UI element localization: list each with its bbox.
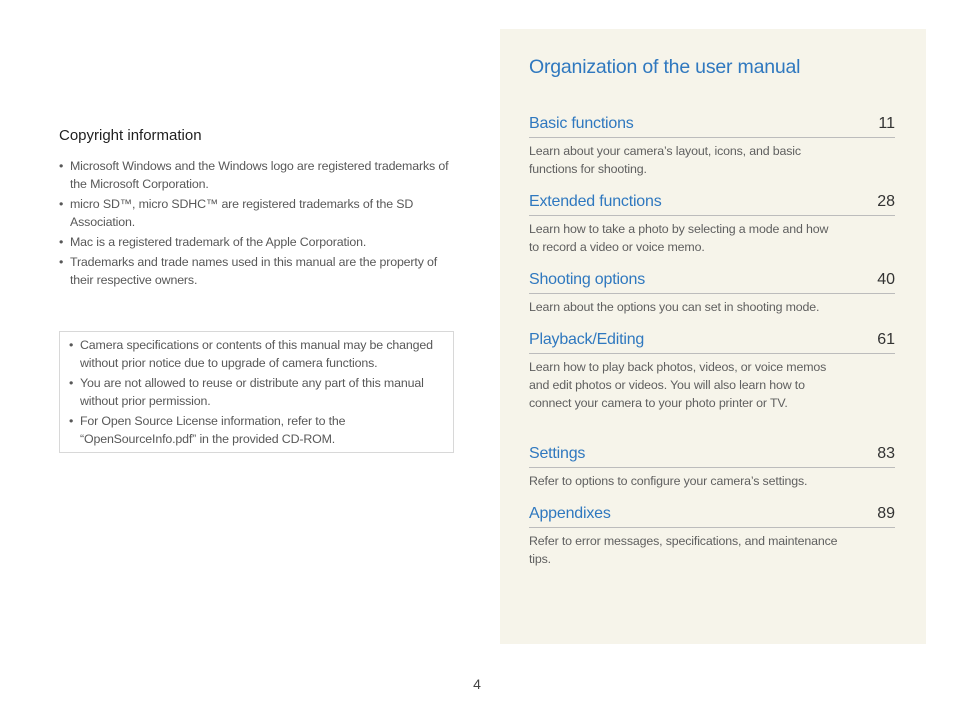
toc-entry-settings[interactable]	[529, 445, 895, 490]
toc-entry-header	[529, 271, 895, 294]
toc-entry-description: Refer to options to configure your camera’s settings.	[529, 474, 808, 488]
toc-entry-description: Learn how to play back photos, videos, or voice memos and edit photos or videos. You will also learn how to connect your camera to your photo printer or TV.	[529, 360, 827, 410]
toc-title: Organization of the user manual	[529, 56, 801, 78]
toc-entry-basic-functions[interactable]	[529, 115, 895, 178]
toc-entry-header	[529, 115, 895, 138]
toc-entry-description: Refer to error messages, specifications, and maintenance tips.	[529, 534, 838, 566]
copyright-item: • Mac is a registered trademark of the Apple Corporation.	[59, 233, 454, 251]
toc-page-number[interactable]: 83	[877, 445, 895, 462]
toc-panel	[500, 29, 926, 644]
toc-entry-description: Learn about your camera’s layout, icons, and basic functions for shooting.	[529, 144, 801, 176]
toc-page-number[interactable]: 89	[877, 505, 895, 522]
toc-entry-header	[529, 445, 895, 468]
copyright-section	[59, 127, 454, 291]
toc-entry-link[interactable]: Basic functions	[529, 115, 634, 132]
toc-entry-link[interactable]: Settings	[529, 445, 586, 462]
notice-item: • For Open Source License information, refer to the “OpenSourceInfo.pdf” in the provided CD-ROM.	[69, 412, 445, 448]
toc-page-number[interactable]: 28	[877, 193, 895, 210]
toc-entry-shooting-options[interactable]	[529, 271, 895, 316]
notice-item: • Camera specifications or contents of this manual may be changed without prior notice due to upgrade of camera functions.	[69, 336, 445, 372]
notice-item: • You are not allowed to reuse or distribute any part of this manual without prior permission.	[69, 374, 445, 410]
copyright-title: Copyright information	[59, 127, 202, 144]
copyright-item: • Microsoft Windows and the Windows logo are registered trademarks of the Microsoft Corporation.	[59, 157, 454, 193]
toc-entry-header	[529, 505, 895, 528]
toc-entry-link[interactable]: Extended functions	[529, 193, 662, 210]
copyright-item: • Trademarks and trade names used in this manual are the property of their respective owners.	[59, 253, 454, 289]
notice-list	[69, 336, 445, 448]
toc-entry-description: Learn about the options you can set in shooting mode.	[529, 300, 820, 314]
toc-page-number[interactable]: 40	[877, 271, 895, 288]
toc-entry-header	[529, 331, 895, 354]
toc-entry-description: Learn how to take a photo by selecting a mode and how to record a video or voice memo.	[529, 222, 829, 254]
toc-entry-extended-functions[interactable]	[529, 193, 895, 256]
toc-entry-playback-editing[interactable]	[529, 331, 895, 412]
copyright-list	[59, 157, 454, 289]
toc-entry-header	[529, 193, 895, 216]
toc-page-number[interactable]: 11	[878, 115, 895, 132]
toc-entry-appendixes[interactable]	[529, 505, 895, 568]
notice-box	[59, 331, 454, 453]
toc-entry-link[interactable]: Appendixes	[529, 505, 611, 522]
page-number: 4	[473, 676, 481, 692]
toc-entry-link[interactable]: Playback/Editing	[529, 331, 645, 348]
toc-page-number[interactable]: 61	[877, 331, 895, 348]
copyright-item: • micro SD™, micro SDHC™ are registered trademarks of the SD Association.	[59, 195, 454, 231]
toc-entry-link[interactable]: Shooting options	[529, 271, 646, 288]
